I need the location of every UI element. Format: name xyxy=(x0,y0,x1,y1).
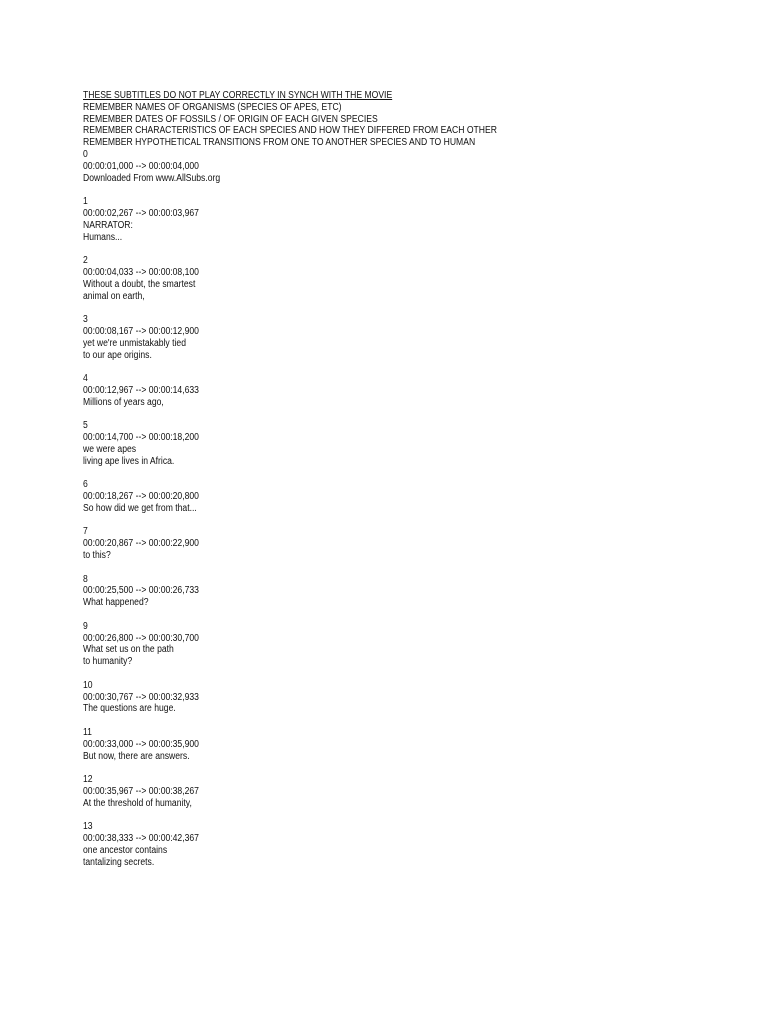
cue-timestamp: 00:00:38,333 --> 00:00:42,367 xyxy=(83,833,199,845)
study-note: REMEMBER HYPOTHETICAL TRANSITIONS FROM ONE TO ANOTHER SPECIES AND TO HUMAN xyxy=(83,137,476,149)
cue-text-line: So how did we get from that... xyxy=(83,502,197,514)
cue-timestamp: 00:00:25,500 --> 00:00:26,733 xyxy=(83,585,199,597)
document-title: THESE SUBTITLES DO NOT PLAY CORRECTLY IN SYNCH WITH THE MOVIE xyxy=(83,90,393,101)
subtitle-cue xyxy=(83,255,633,302)
cue-index: 13 xyxy=(83,821,93,833)
subtitle-cue xyxy=(83,621,633,668)
cue-text-line: tantalizing secrets. xyxy=(83,856,155,868)
cue-index: 0 xyxy=(83,148,88,160)
cue-text-line: What set us on the path xyxy=(83,644,174,656)
cue-text-line: Downloaded From www.AllSubs.org xyxy=(83,172,221,184)
cue-text-line: to our ape origins. xyxy=(83,349,152,361)
subtitle-cue xyxy=(83,727,633,762)
study-note: REMEMBER NAMES OF ORGANISMS (SPECIES OF APES, ETC) xyxy=(83,101,342,113)
cue-text-line: At the threshold of humanity, xyxy=(83,797,192,809)
subtitle-cue xyxy=(83,680,633,715)
cue-text-line: yet we're unmistakably tied xyxy=(83,337,186,349)
study-note: REMEMBER DATES OF FOSSILS / OF ORIGIN OF EACH GIVEN SPECIES xyxy=(83,113,378,125)
cue-timestamp: 00:00:33,000 --> 00:00:35,900 xyxy=(83,738,199,750)
cue-text-line: we were apes xyxy=(83,443,137,455)
cue-index: 8 xyxy=(83,573,88,585)
cue-text-line: Humans... xyxy=(83,231,123,243)
cue-index: 12 xyxy=(83,774,93,786)
subtitle-cue xyxy=(83,196,633,243)
cue-index: 6 xyxy=(83,479,88,491)
cue-timestamp: 00:00:04,033 --> 00:00:08,100 xyxy=(83,266,199,278)
cue-index: 5 xyxy=(83,420,88,432)
cue-timestamp: 00:00:08,167 --> 00:00:12,900 xyxy=(83,325,199,337)
cue-timestamp: 00:00:20,867 --> 00:00:22,900 xyxy=(83,538,199,550)
subtitle-cue xyxy=(83,821,633,868)
cue-index: 11 xyxy=(83,727,92,739)
study-note: REMEMBER CHARACTERISTICS OF EACH SPECIES AND HOW THEY DIFFERED FROM EACH OTHER xyxy=(83,125,497,137)
cue-text-line: Without a doubt, the smartest xyxy=(83,278,196,290)
cue-timestamp: 00:00:01,000 --> 00:00:04,000 xyxy=(83,160,199,172)
document-page xyxy=(83,90,633,869)
cue-index: 2 xyxy=(83,255,88,267)
subtitle-cue xyxy=(83,479,633,514)
cue-text-line: What happened? xyxy=(83,597,149,609)
cue-timestamp: 00:00:35,967 --> 00:00:38,267 xyxy=(83,786,199,798)
cue-text-line: to this? xyxy=(83,550,111,562)
cue-timestamp: 00:00:18,267 --> 00:00:20,800 xyxy=(83,491,199,503)
subtitle-cue xyxy=(83,526,633,561)
cue-text-line: NARRATOR: xyxy=(83,219,133,231)
subtitle-cue xyxy=(83,314,633,361)
cue-timestamp: 00:00:14,700 --> 00:00:18,200 xyxy=(83,432,199,444)
cue-timestamp: 00:00:30,767 --> 00:00:32,933 xyxy=(83,691,199,703)
cue-index: 1 xyxy=(83,196,88,208)
cue-text-line: one ancestor contains xyxy=(83,845,168,856)
cue-timestamp: 00:00:12,967 --> 00:00:14,633 xyxy=(83,384,199,396)
cue-text-line: Millions of years ago, xyxy=(83,396,164,408)
cue-index: 10 xyxy=(83,679,93,691)
cue-text-line: to humanity? xyxy=(83,656,133,668)
subtitle-cue xyxy=(83,149,633,184)
subtitle-cue xyxy=(83,373,633,408)
cue-index: 3 xyxy=(83,314,88,326)
cue-index: 4 xyxy=(83,373,88,385)
cue-timestamp: 00:00:26,800 --> 00:00:30,700 xyxy=(83,632,199,644)
subtitle-cue xyxy=(83,574,633,609)
cue-index: 7 xyxy=(83,526,88,538)
cue-index: 9 xyxy=(83,620,88,632)
cue-text-line: The questions are huge. xyxy=(83,703,176,715)
subtitle-cue xyxy=(83,774,633,809)
subtitle-cue xyxy=(83,420,633,467)
cue-text-line: living ape lives in Africa. xyxy=(83,455,175,467)
cue-text-line: But now, there are answers. xyxy=(83,750,190,762)
cue-timestamp: 00:00:02,267 --> 00:00:03,967 xyxy=(83,207,199,219)
subtitle-list xyxy=(83,149,633,869)
cue-text-line: animal on earth, xyxy=(83,290,145,302)
